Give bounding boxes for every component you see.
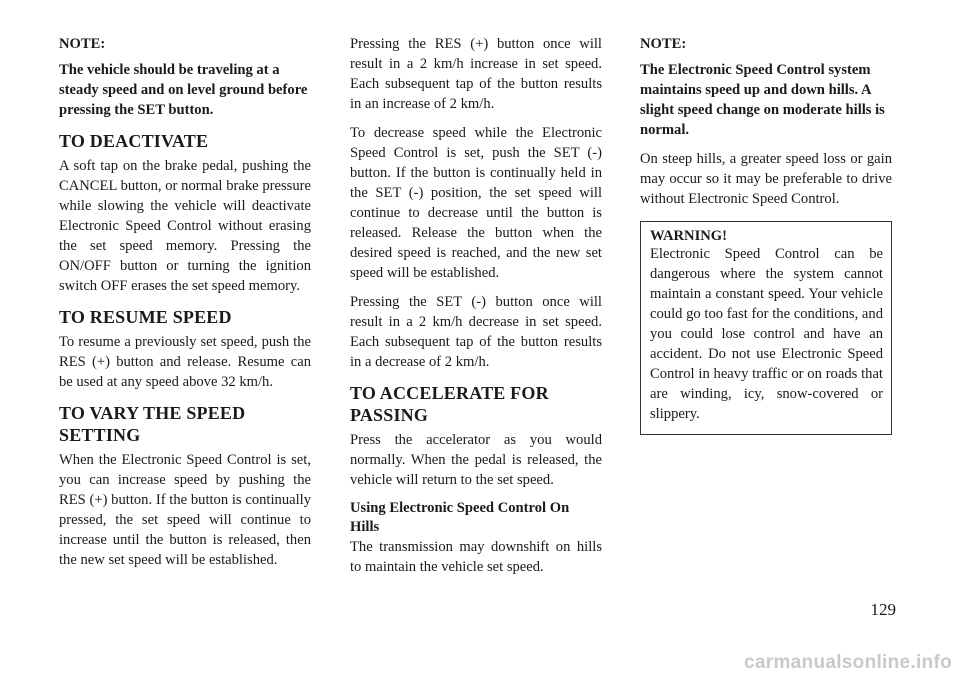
page-number: 129 — [870, 600, 896, 619]
column-right — [640, 34, 892, 435]
paragraph-resume-speed: To resume a previously set speed, push the RES (+) button and release. Resume can be used at any speed above 32 km/h. — [59, 334, 311, 390]
warning-box — [640, 221, 892, 435]
heading-accelerate-passing: TO ACCELERATE FOR PASSING — [350, 383, 549, 425]
heading-resume-speed: TO RESUME SPEED — [59, 307, 232, 327]
column-middle — [350, 34, 602, 586]
note-text: The vehicle should be traveling at a steady speed and on level ground before pressing the SET button. — [59, 62, 308, 118]
paragraph-set-decrease: Pressing the SET (-) button once will result in a 2 km/h decrease in set speed. Each subsequent tap of the button results in a decrease of 2 km/h. — [350, 294, 602, 370]
paragraph-accelerate-passing: Press the accelerator as you would normally. When the pedal is released, the vehicle will return to the set speed. — [350, 432, 602, 488]
watermark: carmanualsonline.info — [744, 652, 952, 673]
paragraph-vary-speed: When the Electronic Speed Control is set, you can increase speed by pushing the RES (+) button. If the button is continually pressed, the set speed will continue to increase until the button is released, then the new set speed will be established. — [59, 452, 311, 568]
subheading-hills: Using Electronic Speed Control On Hills — [350, 500, 570, 535]
heading-vary-speed: TO VARY THE SPEED SETTING — [59, 403, 246, 445]
paragraph-steep-hills: On steep hills, a greater speed loss or gain may occur so it may be preferable to drive without Electronic Speed Control. — [640, 151, 892, 207]
heading-deactivate: TO DEACTIVATE — [59, 131, 209, 151]
column-left — [59, 34, 311, 579]
warning-title: WARNING! — [650, 228, 728, 244]
paragraph-deactivate: A soft tap on the brake pedal, pushing the CANCEL button, or normal brake pressure while slowing the vehicle will deactivate Electronic Speed Control without erasing the set speed memory. Pressing the ON/OFF button or turning the ignition switch OFF erases the set speed memory. — [59, 158, 311, 294]
paragraph-hills: The transmission may downshift on hills to maintain the vehicle set speed. — [350, 539, 602, 575]
paragraph-decrease-speed: To decrease speed while the Electronic Speed Control is set, push the SET (-) button. If the button is continually held in the SET (-) position, the set speed will continue to decrease until the button is released. Release the button when the desired speed is reached, and the new set speed will be established. — [350, 125, 602, 281]
warning-text: Electronic Speed Control can be dangerous where the system cannot maintain a constant speed. Your vehicle could go too fast for the conditions, and you could lose control and have an accident. Do not use Electronic Speed Control in heavy traffic or on roads that are winding, icy, snow-covered or slippery. — [650, 246, 883, 422]
paragraph-res-increase: Pressing the RES (+) button once will result in a 2 km/h increase in set speed. Each subsequent tap of the button results in an increase of 2 km/h. — [350, 36, 602, 112]
note-label: NOTE: — [640, 36, 687, 52]
note-text: The Electronic Speed Control system maintains speed up and down hills. A slight speed change on moderate hills is normal. — [640, 62, 885, 138]
note-label: NOTE: — [59, 36, 106, 52]
